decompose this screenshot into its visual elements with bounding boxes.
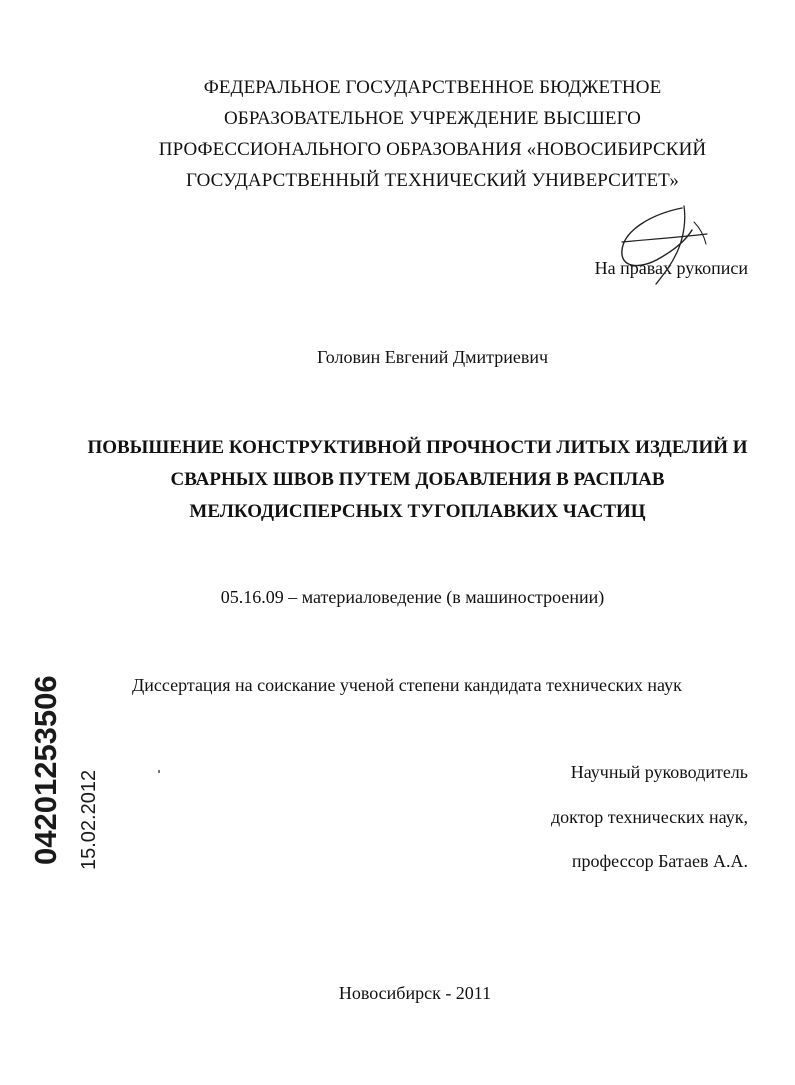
title-line-1: ПОВЫШЕНИЕ КОНСТРУКТИВНОЙ ПРОЧНОСТИ ЛИТЫХ ИЗДЕЛИЙ И (87, 437, 748, 458)
institution-name (100, 72, 765, 196)
city-year: Новосибирск - 2011 (338, 983, 492, 1003)
signature-mark (612, 200, 722, 290)
scan-speck (158, 770, 160, 773)
dissertation-note: Диссертация на соискание ученой степени кандидата технических наук (132, 675, 682, 695)
institution-line-2: ОБРАЗОВАТЕЛЬНОЕ УЧРЕЖДЕНИЕ ВЫСШЕГО (223, 108, 642, 129)
title-line-3: МЕЛКОДИСПЕРСНЫХ ТУГОПЛАВКИХ ЧАСТИЦ (189, 501, 646, 522)
institution-line-4: ГОСУДАРСТВЕННЫЙ ТЕХНИЧЕСКИЙ УНИВЕРСИТЕТ» (186, 170, 679, 191)
supervisor-degree: доктор технических наук, (551, 807, 748, 827)
institution-line-3: ПРОФЕССИОНАЛЬНОГО ОБРАЗОВАНИЯ «НОВОСИБИРСКИЙ (158, 139, 707, 160)
stamp-date: 15.02.2012 (78, 769, 100, 870)
supervisor-name: профессор Батаев А.А. (571, 851, 748, 871)
library-stamp (20, 640, 110, 870)
author-name: Головин Евгений Дмитриевич (316, 347, 549, 367)
dissertation-title (80, 432, 755, 528)
title-line-2: СВАРНЫХ ШВОВ ПУТЕМ ДОБАВЛЕНИЯ В РАСПЛАВ (170, 469, 665, 490)
institution-line-1: ФЕДЕРАЛЬНОЕ ГОСУДАРСТВЕННОЕ БЮДЖЕТНОЕ (203, 77, 662, 98)
stamp-number: 04201253506 (28, 675, 63, 865)
specialty-code: 05.16.09 – материаловедение (в машиностроении) (220, 587, 605, 607)
supervisor-role: Научный руководитель (570, 762, 748, 782)
manuscript-note: На правах рукописи (594, 258, 748, 278)
